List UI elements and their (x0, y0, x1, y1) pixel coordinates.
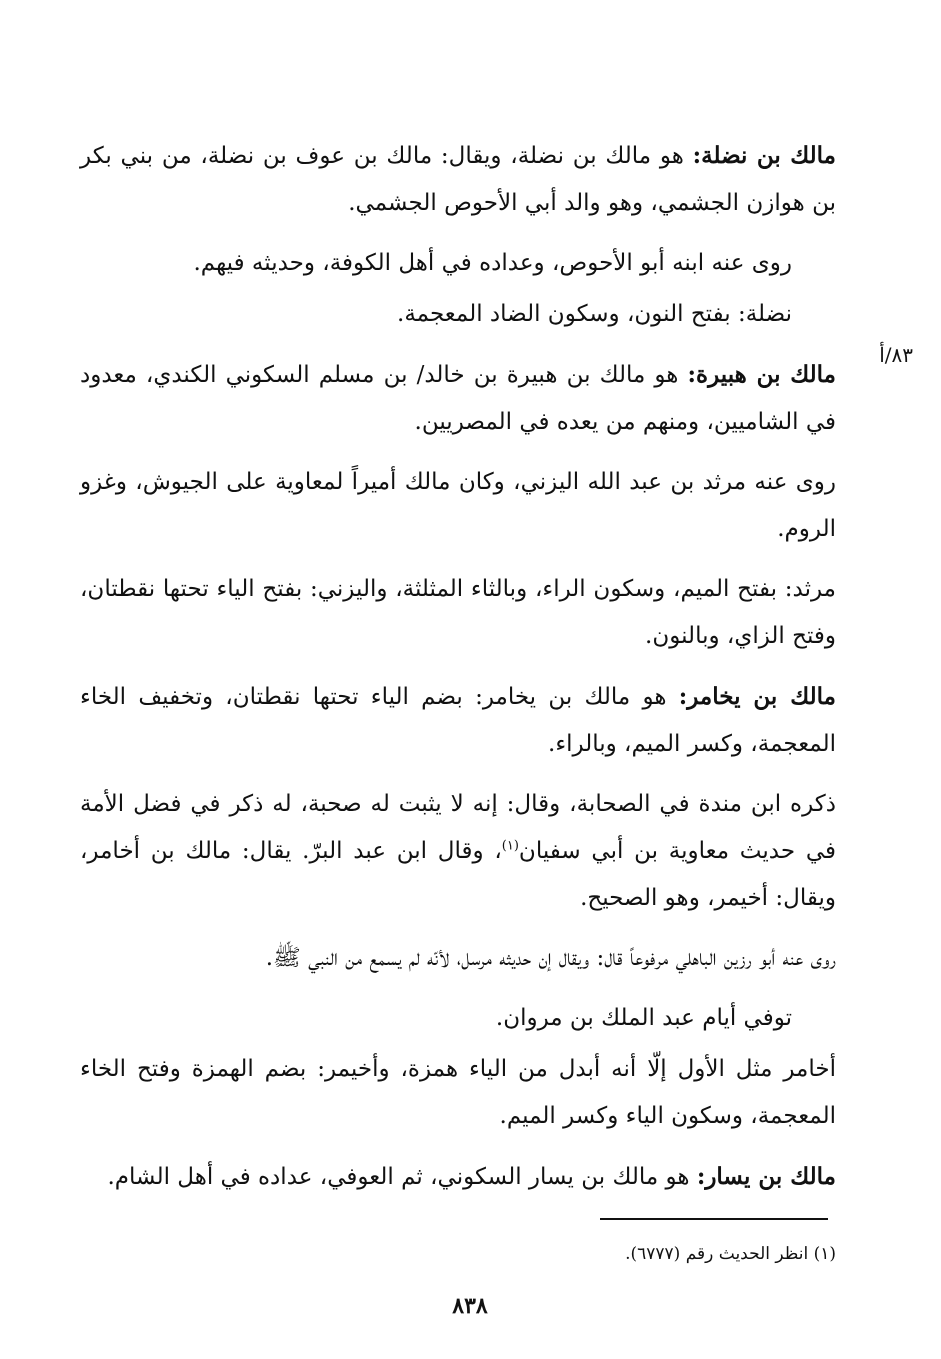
entry-heading: مالك بن يسار: (696, 1163, 836, 1190)
paragraph (80, 935, 836, 982)
paragraph-text: روى عنه أبو رزين الباهلي مرفوعاً قال: ويقال إن حديثه مرسل، لأنّه لم يسمع من النبي ﷺ. (265, 945, 836, 971)
footnote-separator (600, 1218, 828, 1220)
paragraph-text: ، وقال ابن عبد البرّ. يقال: مالك بن أخامر، ويقال: أخيمر، وهو الصحيح. (80, 838, 836, 911)
footnote-marker: (١) (501, 838, 519, 854)
paragraph-text: روى عنه ابنه أبو الأحوص، وعداده في أهل الكوفة، وحديثه فيهم. (193, 250, 792, 276)
paragraph-text: ذكره ابن مندة في الصحابة، وقال: إنه لا يثبت له صحبة، له ذكر في فضل الأمة في حديث معاوية بن أبي سفيان (80, 791, 836, 864)
entry-text: هو مالك بن يخامر: بضم الياء تحتها نقطتان، وتخفيف الخاء المعجمة، وكسر الميم، وبالراء. (80, 684, 836, 757)
entry-malik-bin-nadla (80, 132, 836, 227)
paragraph-text: مرثد: بفتح الميم، وسكون الراء، وبالثاء المثلثة، واليزني: بفتح الياء تحتها نقطتان، وفتح الزاي، وبالنون. (80, 576, 836, 649)
entry-text: هو مالك بن نضلة، ويقال: مالك بن عوف بن نضلة، من بني بكر بن هوازن الجشمي، وهو والد أبي الأحوص الجشمي. (80, 143, 836, 216)
paragraph (80, 240, 836, 287)
paragraph (80, 995, 836, 1042)
paragraph (80, 566, 836, 660)
paragraph (80, 1046, 836, 1140)
entry-text: هو مالك بن هبيرة بن خالد/ بن مسلم السكوني الكندي، معدود في الشاميين، ومنهم من يعده في المصريين. (80, 362, 836, 435)
paragraph-text: توفي أيام عبد الملك بن مروان. (495, 1005, 792, 1031)
footnote: (١) انظر الحديث رقم (٦٧٧٧). (625, 1244, 836, 1264)
entry-text: هو مالك بن يسار السكوني، ثم العوفي، عداده في أهل الشام. (107, 1164, 697, 1190)
entry-malik-bin-yasar (80, 1153, 836, 1201)
entry-heading: مالك بن هبيرة: (687, 361, 836, 388)
paragraph-text: نضلة: بفتح النون، وسكون الضاد المعجمة. (397, 301, 792, 327)
paragraph (80, 459, 836, 553)
entry-heading: مالك بن نضلة: (692, 142, 836, 169)
manuscript-folio-reference: ٨٣/أ (879, 343, 913, 367)
entry-heading: مالك بن يخامر: (678, 683, 836, 710)
paragraph-text: أخامر مثل الأول إلّا أنه أبدل من الياء همزة، وأخيمر: بضم الهمزة وفتح الخاء المعجمة، وسكون الياء وكسر الميم. (80, 1056, 836, 1129)
entry-malik-bin-yukhamir (80, 673, 836, 768)
paragraph (80, 781, 836, 922)
page-number: ٨٣٨ (452, 1293, 488, 1319)
main-text-column (80, 132, 836, 1214)
entry-malik-bin-hubayra (80, 351, 836, 446)
paragraph (80, 291, 836, 338)
paragraph-text: روى عنه مرثد بن عبد الله اليزني، وكان مالك أميراً لمعاوية على الجيوش، وغزو الروم. (80, 469, 836, 542)
